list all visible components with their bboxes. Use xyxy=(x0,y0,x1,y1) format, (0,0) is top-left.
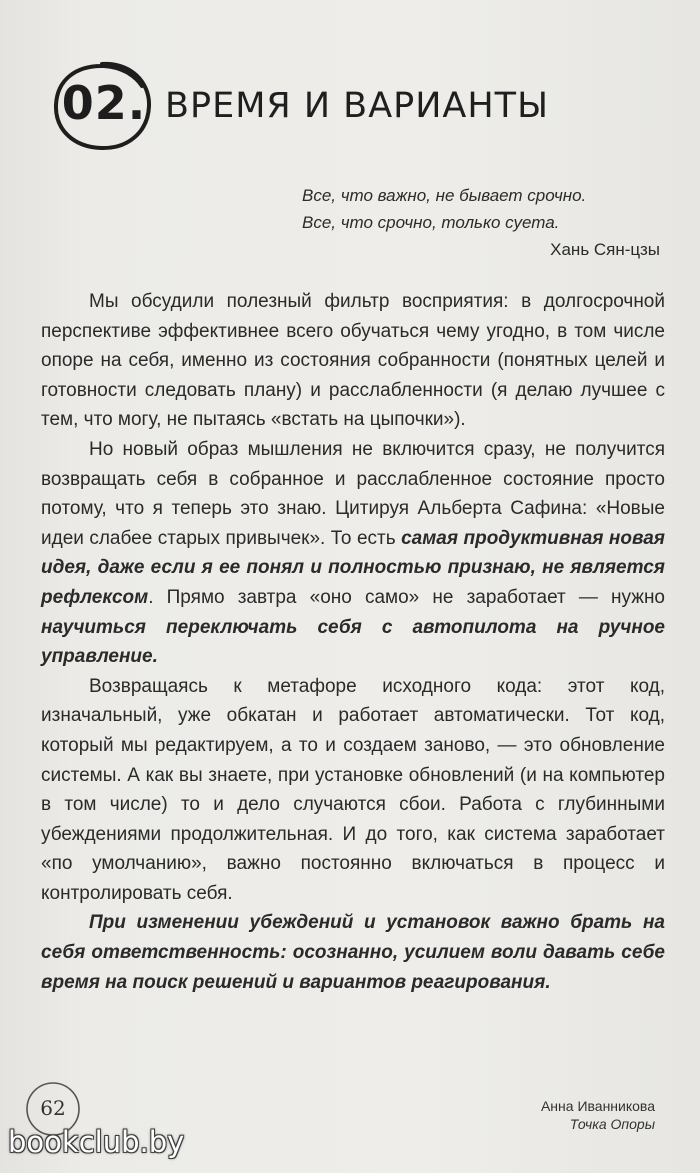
paragraph: Мы обсудили полезный фильтр восприятия: в долгосрочной перспективе эффективнее всего обучаться чему угодно, в том числе опоре на себя, именно из состояния собранности (понятных целей и готовности следовать плану) и расслабленности (я делаю лучшее с тем, что могу, не пытаясь «встать на цыпочки»). xyxy=(41,291,665,431)
page-number: 62 xyxy=(40,1096,66,1120)
chapter-title: ВРЕМЯ И ВАРИАНТЫ xyxy=(165,86,549,126)
emphasis-paragraph: При изменении убеждений и установок важно брать на себя ответственность: осознанно, усилием воли давать себе время на поиск решений и вариантов реагирования. xyxy=(41,912,665,993)
epigraph-author: Хань Сян-цзы xyxy=(550,240,660,259)
epigraph-line: Все, что срочно, только суета. xyxy=(302,213,560,232)
footer-book-title: Точка Опоры xyxy=(569,1116,655,1132)
text-run: Но новый образ мышления не включится сразу, не получится возвращать себя в собранное и расслабленное состояние просто потому, что я теперь это знаю. Цитируя Альберта Сафина: «Новые идеи слабее старых привычек». То есть xyxy=(41,438,665,549)
emphasis-text: научиться переключать себя с автопилота на ручное управление. xyxy=(41,616,665,668)
text-run: . Прямо завтра «оно само» не заработает — нужно xyxy=(148,586,665,608)
chapter-number: 02. xyxy=(61,76,147,130)
epigraph-line: Все, что важно, не бывает срочно. xyxy=(302,186,587,205)
paragraph: Возвращаясь к метафоре исходного кода: этот код, изначальный, уже обкатан и работает автоматически. Тот код, который мы редактируем, а то и создаем заново, — это обновление системы. А как вы знаете, при установке обновлений (и на компьютер в том числе) то и дело случаются сбои. Работа с глубинными убеждениями продолжительная. И до того, как система заработает «по умолчанию», важно постоянно включаться в процесс и контролировать себя. xyxy=(41,675,665,904)
paragraph xyxy=(41,435,665,672)
chapter-number-badge xyxy=(50,58,154,154)
emphasis-text: самая продуктивная новая идея, даже если я ее понял и полностью признаю, не является рефлексом xyxy=(41,527,665,608)
watermark: bookclub.by xyxy=(8,1125,185,1159)
footer-author: Анна Иванникова xyxy=(540,1098,655,1114)
main-text xyxy=(41,287,665,997)
epigraph xyxy=(240,182,660,263)
